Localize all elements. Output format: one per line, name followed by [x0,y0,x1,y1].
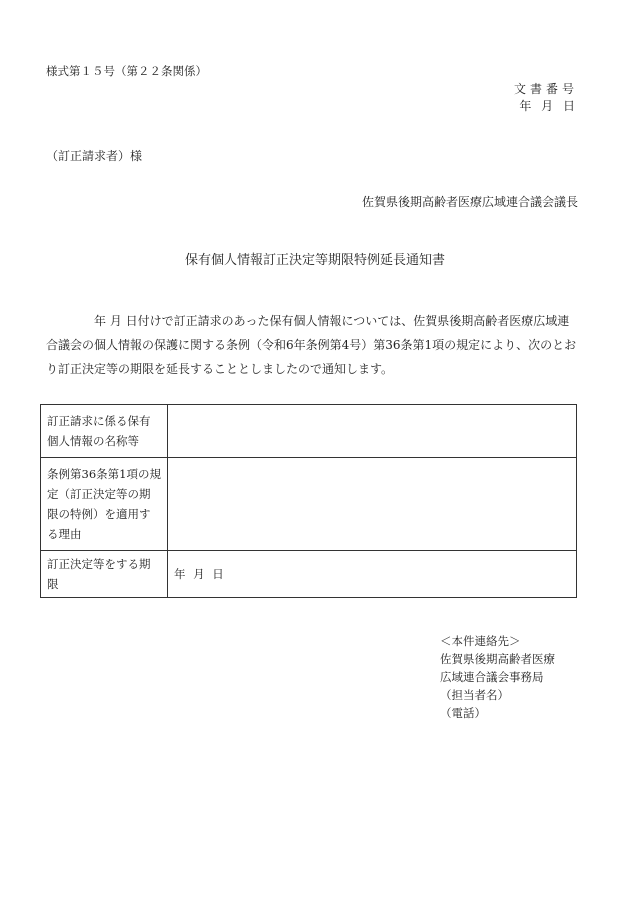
table-label-cell: 訂正決定等をする期限 [41,551,168,598]
recipient: （訂正請求者）様 [46,149,143,163]
table-label-cell: 条例第36条第1項の規定（訂正決定等の期限の特例）を適用する理由 [41,458,168,551]
info-table [40,404,577,598]
body-text: 年 月 日付けで訂正請求のあった保有個人情報については、佐賀県後期高齢者医療広域連合議会の個人情報の保護に関する条例（令和6年条例第4号）第36条第1項の規定により、次のとおり訂正決定等の期限を延長することとしましたので通知します。 [46,314,577,376]
contact-phone: （電話） [440,706,486,720]
contact-org-line1: 佐賀県後期高齢者医療 [440,652,555,666]
table-value-cell [168,405,577,458]
deadline-date: 年 月 日 [168,551,577,598]
form-number: 様式第１５号（第２２条関係） [46,64,207,78]
sender: 佐賀県後期高齢者医療広域連合議会議長 [361,195,578,209]
document-date-label: 年 月 日 [519,99,578,113]
contact-person: （担当者名） [440,688,509,702]
table-label-cell: 訂正請求に係る保有個人情報の名称等 [41,405,168,458]
contact-heading: ＜本件連絡先＞ [440,634,521,648]
document-number-label: 文書番号 [513,82,578,96]
contact-org-line2: 広域連合議会事務局 [440,670,544,684]
contact-block [440,632,555,722]
table-row [41,405,577,458]
document-title: 保有個人情報訂正決定等期限特例延長通知書 [184,253,445,268]
table-row [41,551,577,598]
table-value-cell [168,458,577,551]
table-row [41,458,577,551]
